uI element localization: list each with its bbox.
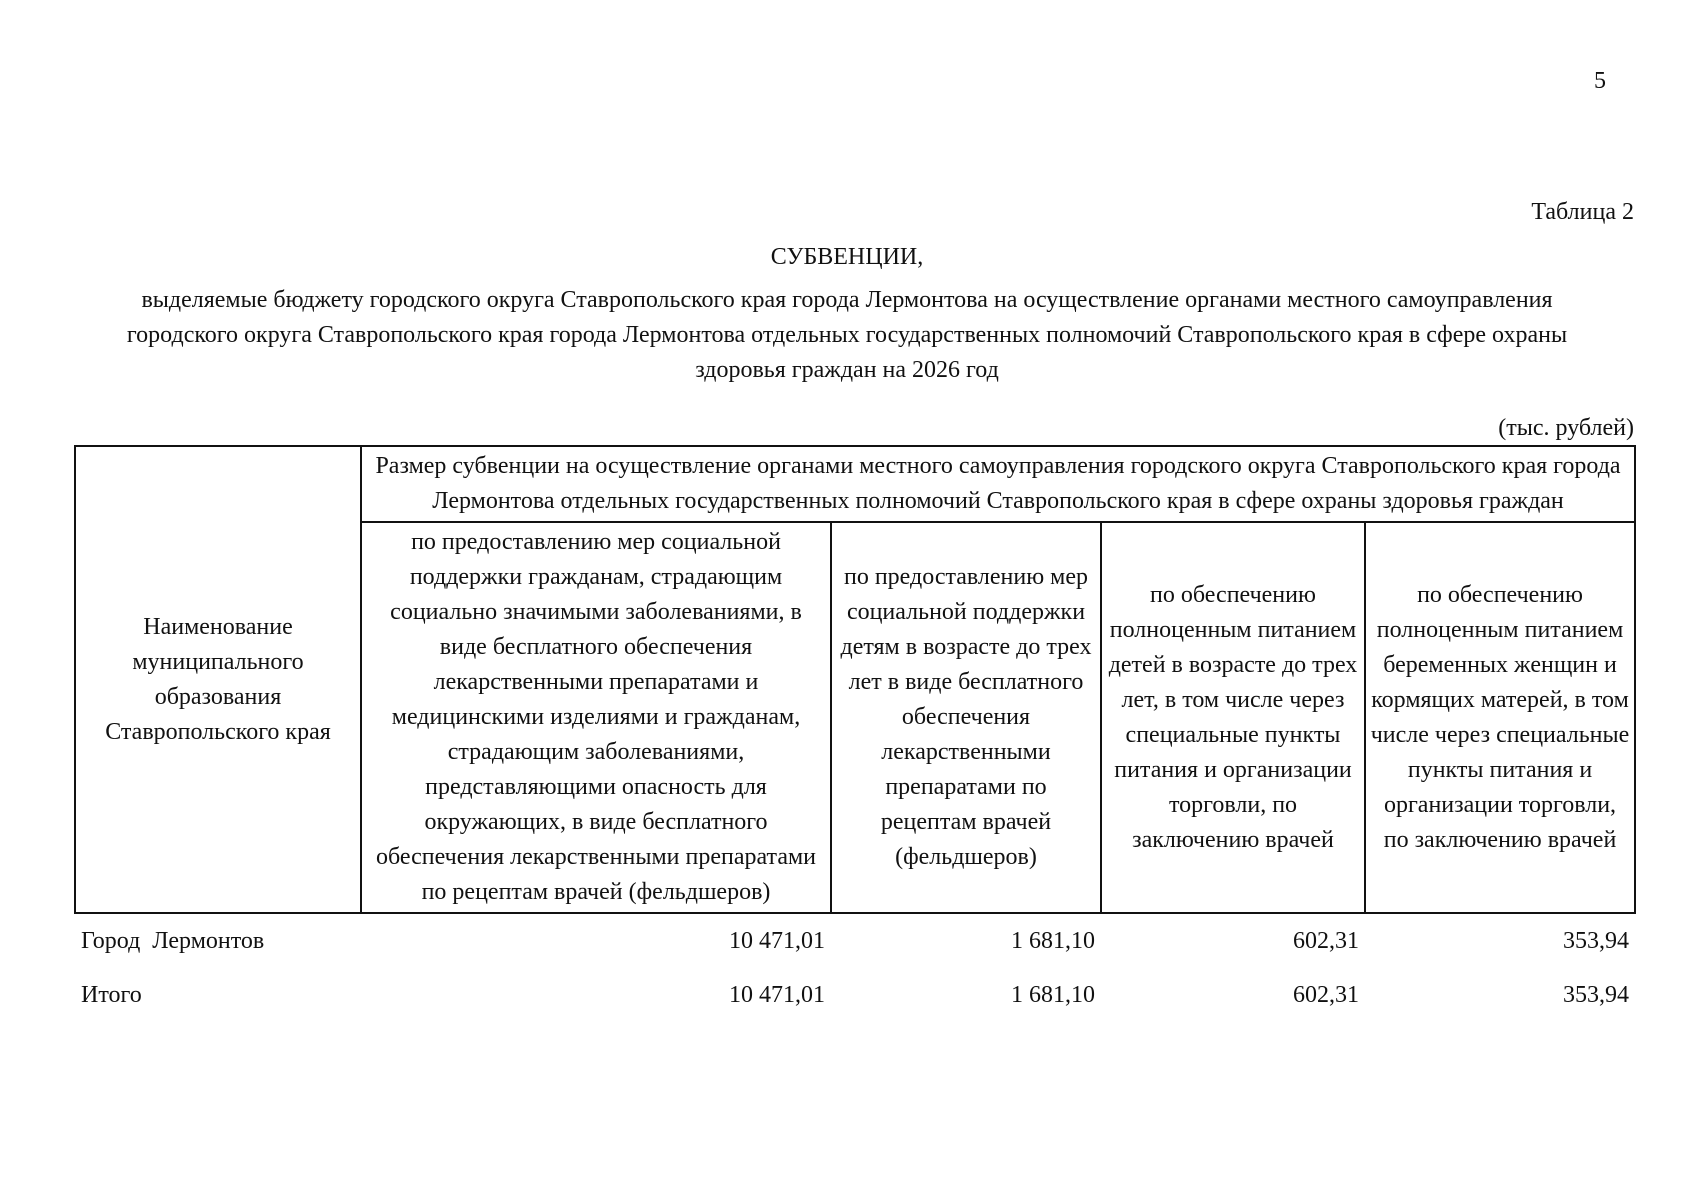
row-value: 1 681,10	[1011, 927, 1095, 954]
header-column-1: по предоставлению мер социальной поддержки гражданам, страдающим социально значимыми заболеваниями, в виде бесплатного обеспечения лекарственными препаратами и медицинскими изделиями и гражданам, страдающим заболеваниями, представляющими опасность для окружающих, в виде бесплатного обеспечения лекарственными препаратами по рецептам врачей (фельдшеров)	[361, 522, 831, 913]
table-label: Таблица 2	[1531, 199, 1634, 225]
subventions-table	[74, 445, 1636, 1022]
table-row-total	[75, 968, 1635, 1022]
row-value: 10 471,01	[729, 927, 825, 954]
header-subvention-size: Размер субвенции на осуществление органами местного самоуправления городского округа Ставропольского края города Лермонтова отдельных государственных полномочий Ставропольского края в сфере охраны здоровья граждан	[361, 446, 1635, 522]
row-name: Итого	[81, 981, 142, 1008]
row-value: 353,94	[1563, 981, 1630, 1008]
document-title: СУБВЕНЦИИ,	[770, 244, 924, 270]
header-column-4: по обеспечению полноценным питанием беременных женщин и кормящих матерей, в том числе через специальные пункты питания и организации торговли, по заключению врачей	[1365, 522, 1635, 913]
row-value: 1 681,10	[1011, 981, 1095, 1008]
row-value: 10 471,01	[729, 981, 825, 1008]
document-subtitle: выделяемые бюджету городского округа Ставропольского края города Лермонтова на осуществление органами местного самоуправления городского округа Ставропольского края города Лермонтова отдельных государственных полномочий Ставропольского края в сфере охраны здоровья граждан на 2026 год	[126, 287, 1568, 383]
row-name: Город Лермонтов	[81, 927, 265, 954]
row-value: 602,31	[1293, 981, 1359, 1008]
header-column-2: по предоставлению мер социальной поддержки детям в возрасте до трех лет в виде бесплатного обеспечения лекарственными препаратами по рецептам врачей (фельдшеров)	[831, 522, 1101, 913]
row-value: 353,94	[1563, 927, 1630, 954]
row-value: 602,31	[1293, 927, 1359, 954]
header-column-3: по обеспечению полноценным питанием детей в возрасте до трех лет, в том числе через специальные пункты питания и организации торговли, по заключению врачей	[1101, 522, 1365, 913]
table-row	[75, 913, 1635, 968]
page-number: 5	[1594, 68, 1606, 94]
units-label: (тыс. рублей)	[1498, 415, 1634, 441]
header-municipality-name: Наименование муниципального образования Ставропольского края	[75, 446, 361, 913]
